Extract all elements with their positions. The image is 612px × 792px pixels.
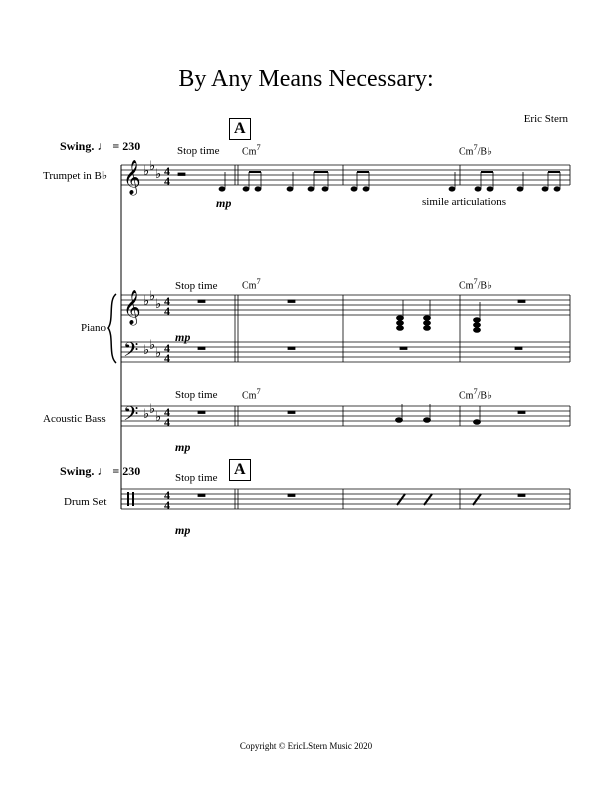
chord-cm7-bb: Cm$^7$/B♭ (459, 277, 492, 292)
instrument-label-bass: Acoustic Bass (43, 413, 106, 425)
staff-acoustic-bass (121, 406, 570, 426)
instrument-label-piano: Piano (81, 322, 107, 334)
piano-brace-icon (108, 294, 116, 363)
chord-cm7-bb: Cm$^7$/B♭ (459, 143, 492, 158)
stop-time-trumpet: Stop time (177, 145, 220, 157)
bass-clef-icon: 𝄢 (123, 338, 139, 366)
rehearsal-mark-top: A (229, 118, 251, 140)
staff-piano-treble (121, 295, 570, 315)
svg-text:♭: ♭ (143, 294, 150, 309)
svg-text:4: 4 (164, 405, 170, 419)
dynamic-piano: mp (175, 330, 191, 344)
tempo-value: = 230 (112, 464, 141, 478)
bass-clef-icon: 𝄢 (123, 402, 139, 430)
score-title: By Any Means Necessary: (178, 66, 434, 92)
svg-text:4: 4 (164, 304, 170, 318)
svg-text:♭: ♭ (143, 407, 150, 422)
svg-text:♭: ♭ (143, 164, 150, 179)
quarter-note-icon: ♩ (97, 464, 110, 478)
svg-text:4: 4 (164, 415, 170, 429)
svg-text:♭: ♭ (155, 297, 162, 312)
composer-name: Eric Stern (523, 113, 568, 125)
instrument-label-drums: Drum Set (64, 496, 107, 508)
svg-text:♭: ♭ (149, 338, 156, 353)
time-signatures (164, 164, 170, 512)
stop-time-piano: Stop time (175, 280, 218, 292)
tempo-text: Swing. (60, 139, 95, 153)
chord-cm7: Cm$^7$ (242, 387, 261, 402)
svg-text:4: 4 (164, 341, 170, 355)
treble-clef-icon: 𝄞 (123, 160, 141, 195)
svg-text:4: 4 (164, 488, 170, 502)
svg-text:♭: ♭ (149, 289, 156, 304)
stop-time-drums: Stop time (175, 472, 218, 484)
staff-trumpet (121, 165, 570, 185)
quarter-note-icon: ♩ (97, 139, 110, 153)
svg-text:♭: ♭ (143, 343, 150, 358)
dynamic-drums: mp (175, 523, 191, 537)
tempo-value: = 230 (112, 139, 141, 153)
svg-text:4: 4 (164, 498, 170, 512)
svg-text:4: 4 (164, 351, 170, 365)
svg-text:♭: ♭ (155, 410, 162, 425)
percussion-clef-icon (127, 492, 129, 506)
treble-clef-icon: 𝄞 (123, 290, 141, 325)
chord-cm7: Cm$^7$ (242, 277, 261, 292)
half-rest-icon (178, 173, 185, 176)
svg-text:4: 4 (164, 174, 170, 188)
svg-text:♭: ♭ (155, 167, 162, 182)
chord-cm7: Cm$^7$ (242, 143, 261, 158)
svg-text:4: 4 (164, 164, 170, 178)
staff-piano-bass (121, 342, 570, 362)
svg-text:♭: ♭ (155, 346, 162, 361)
copyright-notice: Copyright © EricLStern Music 2020 (239, 741, 373, 751)
simile-articulations-text: simile articulations (422, 196, 507, 208)
svg-text:♭: ♭ (149, 402, 156, 417)
svg-text:4: 4 (164, 294, 170, 308)
note-head (219, 187, 225, 191)
svg-text:♭: ♭ (149, 159, 156, 174)
dynamic-trumpet: mp (216, 196, 232, 210)
chord-cm7-bb: Cm$^7$/B♭ (459, 387, 492, 402)
tempo-text: Swing. (60, 464, 95, 478)
drum-slashes (397, 494, 481, 505)
rehearsal-mark-drums: A (229, 459, 251, 481)
stop-time-bass: Stop time (175, 389, 218, 401)
instrument-label-trumpet: Trumpet in B♭ (43, 170, 108, 182)
key-signature-flats (143, 159, 161, 425)
barlines (235, 165, 570, 509)
dynamic-bass: mp (175, 440, 191, 454)
staff-drum-set (121, 489, 570, 509)
